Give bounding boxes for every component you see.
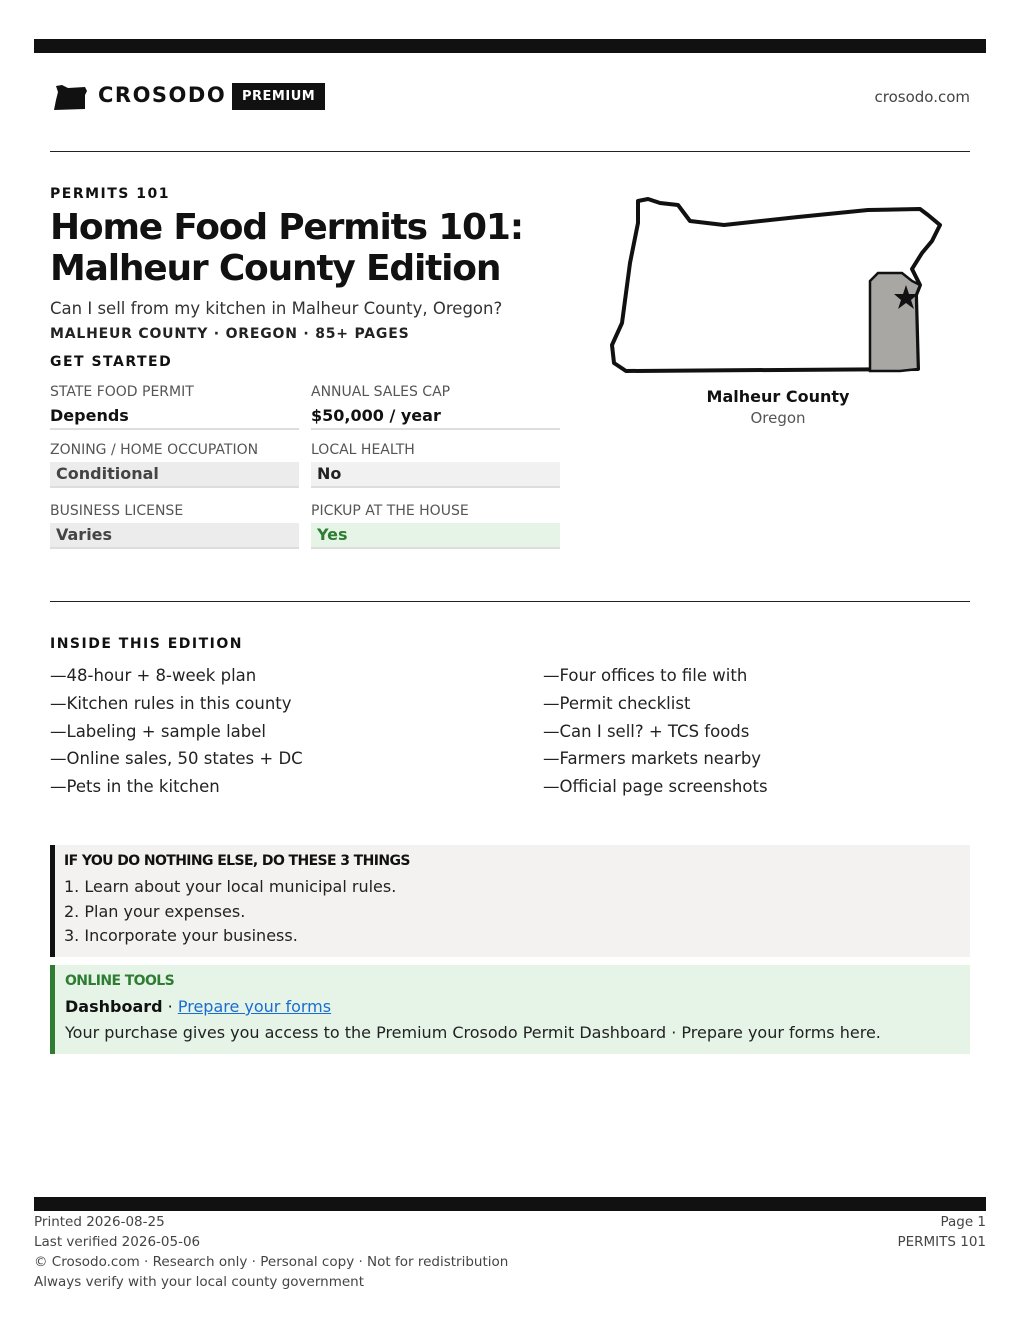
- field-label: STATE FOOD PERMIT: [50, 384, 194, 400]
- callout-item: 2. Plan your expenses.: [64, 901, 246, 921]
- bottom-bar: [34, 1197, 986, 1211]
- callout-item: 1. Learn about your local municipal rules.: [64, 877, 397, 896]
- verify-note: Always verify with your local county government: [34, 1274, 364, 1290]
- field-zoning: [50, 441, 299, 488]
- field-label: LOCAL HEALTH: [311, 442, 415, 458]
- section-heading-get-started: GET STARTED: [50, 354, 173, 370]
- printed-date: Printed 2026-08-25: [34, 1214, 165, 1230]
- field-value: Depends: [50, 406, 129, 425]
- callout-title: IF YOU DO NOTHING ELSE, DO THESE 3 THINGS: [64, 853, 410, 869]
- top-bar: [34, 39, 986, 53]
- toc-item: —Permit checklist: [543, 693, 691, 713]
- field-value: $50,000 / year: [311, 406, 441, 425]
- separator: ·: [162, 997, 178, 1016]
- toc-item: —Pets in the kitchen: [50, 777, 220, 797]
- field-label: BUSINESS LICENSE: [50, 503, 184, 519]
- oregon-logo-icon: [52, 82, 88, 112]
- toc-left-column: [50, 662, 303, 801]
- premium-badge: PREMIUM: [232, 83, 325, 110]
- field-pickup: [311, 502, 560, 549]
- field-business-license: [50, 502, 299, 549]
- toc-item: —Can I sell? + TCS foods: [543, 721, 750, 741]
- dashboard-label: Dashboard: [65, 997, 163, 1016]
- brand-name: CROSODO: [98, 83, 227, 107]
- tools-description: Your purchase gives you access to the Premium Crosodo Permit Dashboard · Prepare your forms here.: [65, 1023, 881, 1042]
- online-tools-callout: [50, 965, 970, 1054]
- field-local-health: [311, 441, 560, 488]
- prepare-forms-link[interactable]: Prepare your forms: [177, 997, 332, 1016]
- field-value: Varies: [50, 523, 299, 547]
- subtitle: Can I sell from my kitchen in Malheur County, Oregon?: [50, 299, 503, 318]
- verified-date: Last verified 2026-05-06: [34, 1234, 201, 1250]
- oregon-map: [608, 193, 948, 381]
- toc-item: —Labeling + sample label: [50, 721, 266, 741]
- field-label: ZONING / HOME OCCUPATION: [50, 442, 259, 458]
- toc-item: —Kitchen rules in this county: [50, 693, 292, 713]
- toc-item: —Four offices to file with: [543, 666, 748, 685]
- footer-right: [897, 1212, 986, 1252]
- toc-item: —Online sales, 50 states + DC: [50, 749, 303, 769]
- header: [50, 80, 970, 114]
- toc-item: —Official page screenshots: [543, 777, 768, 797]
- meta-line: MALHEUR COUNTY · OREGON · 85+ PAGES: [50, 326, 410, 342]
- divider: [50, 601, 970, 602]
- toc-right-column: [543, 662, 768, 801]
- divider: [50, 151, 970, 152]
- footer-left: [34, 1212, 508, 1292]
- toc-item: —Farmers markets nearby: [543, 749, 762, 769]
- field-annual-sales-cap: [311, 383, 560, 430]
- callout-item: 3. Incorporate your business.: [64, 926, 298, 945]
- map-state-label: Oregon: [750, 409, 806, 427]
- copyright: © Crosodo.com · Research only · Personal copy · Not for redistribution: [34, 1254, 509, 1270]
- kicker: PERMITS 101: [50, 186, 170, 202]
- tools-links-line: [65, 996, 970, 1018]
- section-heading-inside: INSIDE THIS EDITION: [50, 636, 243, 652]
- section-name: PERMITS 101: [897, 1234, 986, 1250]
- field-value: Conditional: [50, 462, 299, 486]
- page-number: Page 1: [940, 1214, 986, 1230]
- three-things-callout: [50, 845, 970, 957]
- tools-title: ONLINE TOOLS: [65, 973, 175, 989]
- field-label: ANNUAL SALES CAP: [311, 384, 451, 400]
- field-state-food-permit: [50, 383, 299, 430]
- field-value: No: [311, 462, 560, 486]
- site-url: crosodo.com: [874, 88, 970, 106]
- field-value: Yes: [311, 523, 560, 547]
- field-label: PICKUP AT THE HOUSE: [311, 503, 469, 519]
- page-title: Home Food Permits 101: Malheur County Edition: [50, 207, 523, 289]
- malheur-county-shape: [870, 273, 920, 371]
- toc-item: —48-hour + 8-week plan: [50, 666, 257, 685]
- map-county-label: Malheur County: [706, 387, 850, 406]
